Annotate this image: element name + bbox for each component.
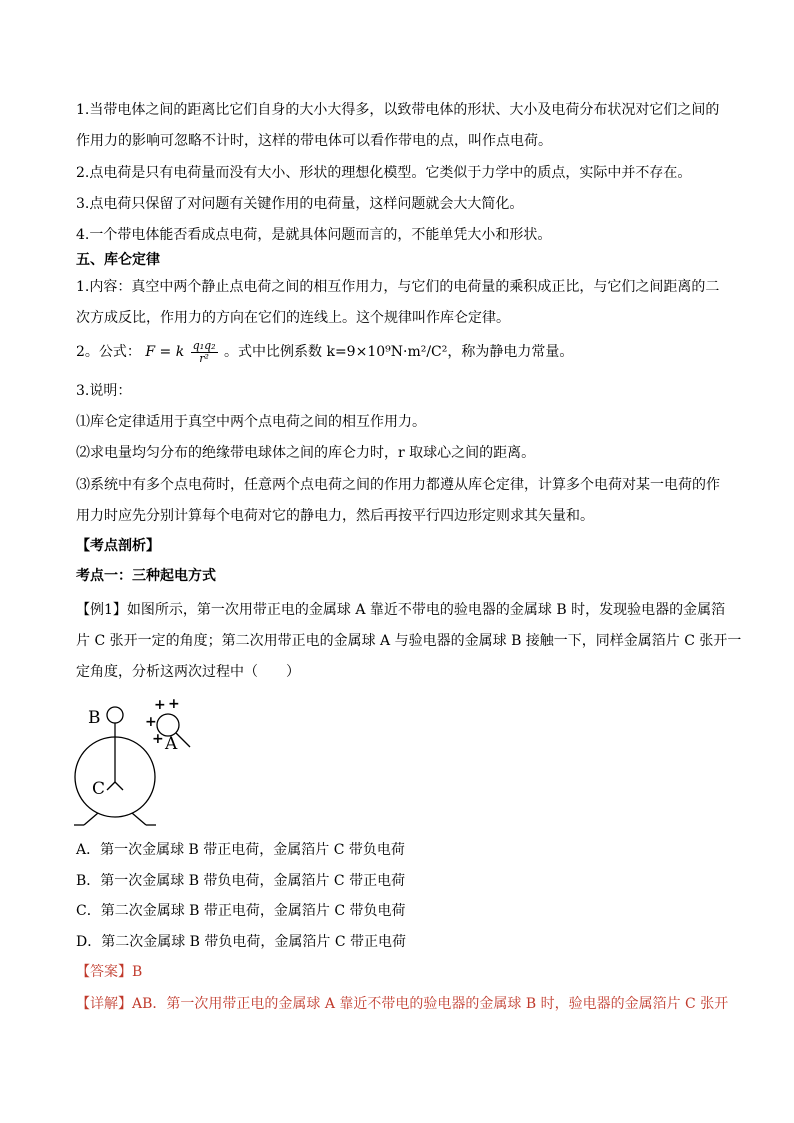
point-1-line-1: 1.当带电体之间的距离比它们自身的大小大得多，以致带电体的形状、大小及电荷分布状况对它们之间的	[76, 102, 720, 118]
formula-fraction	[191, 340, 218, 365]
analysis-heading: 【考点剖析】	[76, 538, 160, 554]
plus-sign: +	[154, 697, 166, 713]
note-title: 3.说明：	[76, 383, 132, 399]
label-c: C	[92, 779, 106, 799]
plus-sign: +	[168, 696, 180, 712]
formula-suffix: 。式中比例系数 k=9×10⁹N·m²/C²，称为静电力常量。	[224, 344, 574, 360]
plus-sign: +	[145, 714, 157, 730]
point-1-line-2: 作用力的影响可忽略不计时，这样的带电体可以看作带电的点，叫作点电荷。	[76, 133, 552, 149]
analysis-point-1: 考点一：三种起电方式	[76, 568, 216, 584]
formula-denominator: r²	[199, 351, 209, 365]
formula-lhs: F = k	[145, 344, 185, 360]
foil-right	[115, 782, 123, 790]
example-stem-line-1: 【例1】如图所示，第一次用带正电的金属球 A 靠近不带电的验电器的金属球 B 时，发现验电器的金属箔	[76, 602, 726, 618]
electroscope-figure	[70, 692, 210, 832]
option-b: B．第一次金属球 B 带负电荷，金属箔片 C 带正电荷	[76, 873, 406, 889]
jar-leg-left	[84, 813, 98, 825]
point-3: 3.点电荷只保留了对问题有关键作用的电荷量，这样问题就会大大简化。	[76, 196, 524, 212]
point-4: 4.一个带电体能否看成点电荷，是就具体问题而言的，不能单凭大小和形状。	[76, 227, 552, 243]
metal-ball-b	[107, 707, 123, 723]
note-3-line-2: 用力时应先分别计算每个电荷对它的静电力，然后再按平行四边形定则求其矢量和。	[76, 508, 594, 524]
option-c: C．第二次金属球 B 带正电荷，金属箔片 C 带负电荷	[76, 903, 406, 919]
note-3-line-1: ⑶系统中有多个点电荷时，任意两个点电荷之间的作用力都遵从库仑定律，计算多个电荷对某一电荷的作	[76, 477, 720, 493]
section-5-heading: 五、库仑定律	[76, 252, 160, 268]
label-b: B	[88, 708, 101, 728]
label-a: A	[165, 734, 178, 754]
plus-sign: +	[152, 731, 164, 747]
coulomb-content-line-1: 1.内容：真空中两个静止点电荷之间的相互作用力，与它们的电荷量的乘积成正比，与它们之间距离的二	[76, 279, 720, 295]
example-stem-line-3: 定角度，分析这两次过程中（ ）	[76, 664, 300, 680]
note-1: ⑴库仑定律适用于真空中两个点电荷之间的相互作用力。	[76, 414, 426, 430]
ball-a-handle	[176, 733, 190, 747]
option-a: A．第一次金属球 B 带正电荷，金属箔片 C 带负电荷	[76, 842, 405, 858]
foil-left	[107, 782, 115, 790]
formula-numerator: q₁q₂	[192, 338, 216, 352]
jar-leg-right	[132, 813, 146, 825]
coulomb-content-line-2: 次方成反比，作用力的方向在它们的连线上。这个规律叫作库仑定律。	[76, 310, 510, 326]
formula-prefix: 2。公式：	[76, 344, 141, 360]
detail: 【详解】AB．第一次用带正电的金属球 A 靠近不带电的验电器的金属球 B 时，验电器的金属箔片 C 张开	[76, 996, 729, 1012]
answer: 【答案】B	[76, 964, 143, 980]
option-d: D．第二次金属球 B 带负电荷，金属箔片 C 带正电荷	[76, 934, 407, 950]
point-2: 2.点电荷是只有电荷量而没有大小、形状的理想化模型。它类似于力学中的质点，实际中并不存在。	[76, 165, 692, 181]
note-2: ⑵求电量均匀分布的绝缘带电球体之间的库仑力时，r 取球心之间的距离。	[76, 445, 536, 461]
coulomb-formula-line	[76, 336, 573, 368]
example-stem-line-2: 片 C 张开一定的角度；第二次用带正电的金属球 A 与验电器的金属球 B 接触一下，同样金属箔片 C 张开一	[76, 633, 742, 649]
